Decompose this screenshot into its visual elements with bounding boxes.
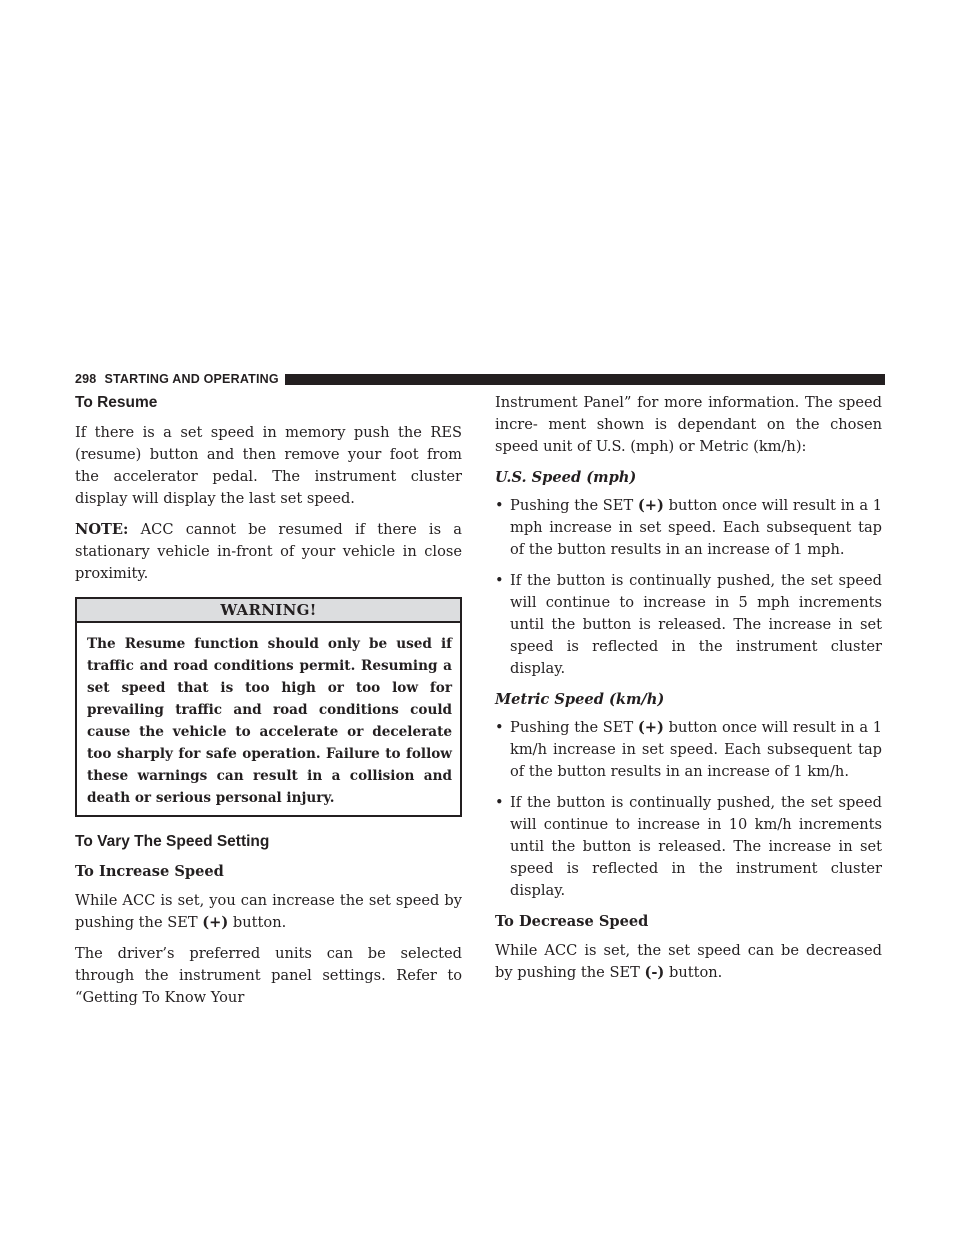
increase-text: While ACC is set, you can increase the set speed by pushing the SET: [75, 892, 462, 931]
decrease-paragraph: [495, 940, 882, 984]
decrease-speed-heading: To Decrease Speed: [495, 913, 649, 930]
list-item: [495, 570, 882, 680]
decrease-text: While ACC is set, the set speed can be decreased by pushing the SET: [495, 942, 882, 981]
bullet-icon: •: [495, 572, 504, 589]
list-text: If the button is continually pushed, the set speed will continue to increase in 5 mph increments until the button is released. The increase in set speed is reflected in the instrument cluster display.: [510, 572, 882, 677]
list-text: If the button is continually pushed, the set speed will continue to increase in 10 km/h increments until the button is released. The increase in set speed is reflected in the instrument cluster display.: [510, 794, 882, 899]
header-rule: [285, 374, 885, 385]
page-header: [75, 368, 885, 390]
set-plus-label: (+): [637, 719, 664, 736]
list-text: Pushing the SET: [510, 497, 638, 514]
increase-text-end: button.: [228, 914, 287, 931]
set-plus-label: (+): [202, 914, 229, 931]
us-speed-heading: U.S. Speed (mph): [495, 469, 637, 486]
set-minus-label: (-): [644, 964, 665, 981]
list-item: [495, 495, 882, 561]
decrease-text-end: button.: [664, 964, 723, 981]
list-item: [495, 717, 882, 783]
metric-speed-list: [495, 717, 882, 902]
vary-speed-heading: To Vary The Speed Setting: [75, 833, 270, 850]
left-column: [75, 392, 462, 1018]
bullet-icon: •: [495, 794, 504, 811]
us-speed-list: [495, 495, 882, 680]
list-text: button once will result in a 1 km/h increase in set speed. Each subsequent tap of the button results in an increase of 1 km/h.: [510, 719, 883, 780]
units-continued-paragraph: Instrument Panel” for more information. The speed incre- ment shown is dependant on the chosen speed unit of U.S. (mph) or Metric (km/h):: [495, 394, 882, 455]
metric-speed-heading: Metric Speed (km/h): [495, 691, 665, 708]
note-paragraph: [75, 519, 462, 585]
set-plus-label: (+): [637, 497, 664, 514]
increase-speed-heading: To Increase Speed: [75, 863, 224, 880]
warning-text: The Resume function should only be used if traffic and road conditions permit. Resuming a set speed that is too high or too low for prevailing traffic and road conditions could cause the vehicle to accelerate or decelerate too sharply for safe operation. Failure to follow these warnings can result in a collision and death or serious personal injury.: [87, 636, 452, 806]
note-text: ACC cannot be resumed if there is a stationary vehicle in-front of your vehicle in close proximity.: [75, 521, 462, 582]
increase-paragraph: [75, 890, 462, 934]
right-column: [495, 392, 882, 993]
units-paragraph: The driver’s preferred units can be selected through the instrument panel settings. Refer to “Getting To Know Your: [75, 945, 462, 1006]
note-label: NOTE:: [75, 521, 129, 538]
page-number: 298: [75, 372, 97, 386]
bullet-icon: •: [495, 497, 504, 514]
section-title: STARTING AND OPERATING: [104, 372, 279, 386]
list-item: [495, 792, 882, 902]
warning-box: [75, 597, 462, 817]
list-text: Pushing the SET: [510, 719, 638, 736]
warning-title: WARNING!: [77, 599, 460, 623]
resume-paragraph: If there is a set speed in memory push the RES (resume) button and then remove your foot from the accelerator pedal. The instrument cluster display will display the last set speed.: [75, 424, 462, 507]
resume-heading: To Resume: [75, 394, 158, 411]
bullet-icon: •: [495, 719, 504, 736]
list-text: button once will result in a 1 mph increase in set speed. Each subsequent tap of the button results in an increase of 1 mph.: [510, 497, 883, 558]
